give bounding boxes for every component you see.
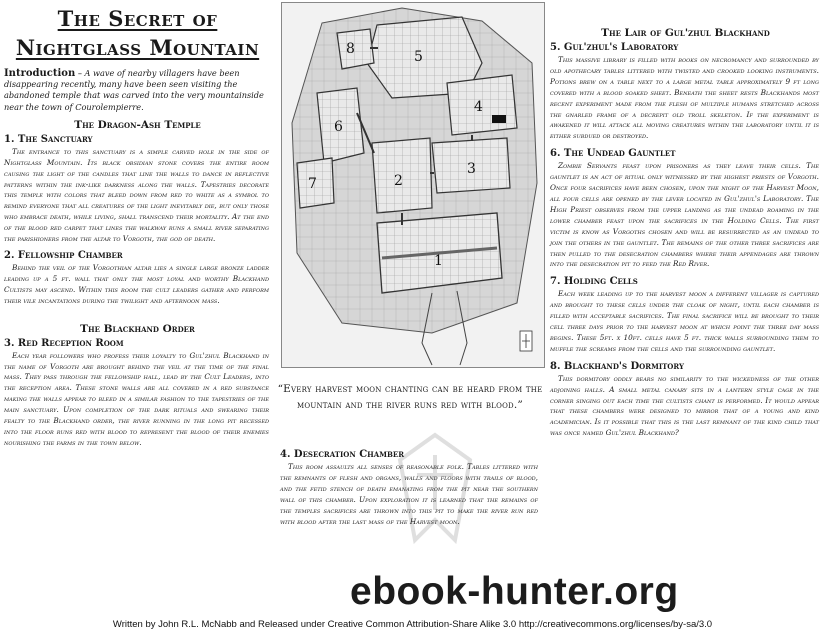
room-5-title: 5. Gul'zhul's Laboratory [550, 42, 679, 53]
room-4-title: 4. Desecration Chamber [280, 449, 405, 460]
room-2-text: Behind the veil of the Vorgothian altar lies a single large bronze ladder leading up a 5 ft. wall that only the most loyal and worthy Blackhand Cultists may ascend. Within this room the cult leaders gather and perform their vile incantations during the twilight and afternoon mass. [4, 262, 269, 305]
intro-text: – A wave of nearby villagers have been disappearing recently, many have been seen visiting the abandoned temple that was carved into the very mountainside near the town of Courolempierre. [4, 68, 264, 112]
footer-credits: Written by John R.L. McNabb and Released under Creative Common Attribution-Share Alike 3.0 http://creativecommons.org/licenses/by-sa/3.0 [112, 619, 713, 630]
map-label-1: 1 [434, 253, 443, 269]
room-1-title: 1. The Sanctuary [4, 133, 93, 145]
room-8-text: This dormitory oddly bears no similarity to the wickedness of the other adjoining halls. A small metal canary sits in a lantern style cage in the corner singing out each time the cultists chant is performed. It would appear that these chambers were designed to mirror that of a young and kind academician. Is it possible that this is the last remnant of the kind child that was once named Gul'zhul Blackhand? [550, 373, 819, 438]
dungeon-map [281, 2, 545, 368]
pull-quote: “Every harvest moon chanting can be heard from the mountain and the river runs red with blood.” [277, 383, 543, 411]
dungeon-map-drawing [282, 3, 544, 367]
room-4-text: This room assaults all senses of reasonable folk. Tables littered with the remnants of flesh and organs, walls and floors with trails of blood, and the fetid stench of death emanating from the pit near the southern wall of this chamber. Upon exploration it is learned that the remains of the temples sacrifices are thrown into this pit to make the river run red with blood after the last mass of the Harvest moon. [280, 462, 538, 526]
room-2-title: 2. Fellowship Chamber [4, 249, 123, 261]
room-3-title: 3. Red Reception Room [4, 337, 124, 349]
room-8-title: 8. Blackhand's Dormitory [550, 360, 685, 372]
right-column [546, 0, 825, 439]
title-line-2: Nightglass Mountain [15, 35, 260, 60]
middle-column-text [276, 446, 544, 527]
intro-label: Introduction [4, 68, 76, 79]
room-3-text: Each year followers who profess their loyalty to Gul'zhul Blackhand in the name of Vorgoth are brought behind the veil at the time of the final mass. They pass through the fellowship hall, lead by the Cult Leaders, into the reception area. These stone walls are all covered in a red substance making the walls appear to bleed in a similar fashion to the tapestries of the main sanctuary. Upon completion of the dark rituals and swearing their fealty to the Blackhand order, the river running in the long pit recessed into the floor runs red with blood to represent the blood of their enemies nourishing the farms in the town below. [4, 350, 269, 447]
room-5-text: This massive library is filled with books on necromancy and surrounded by old apothecary tables littered with twisted and crooked looking instruments. Potions brew on a table next to a large metal table approximately 9 ft long covered with a blood soaked sheet. Beneath the sheet rests Blackhands most recent experiment made from the flesh of multiple humans stretched across the gnarled frame of a decrepit old troll skeleton. If the experiment is awakened it will attack all moving creatures within the laboratory until it is either subdued or destroyed. [550, 55, 819, 141]
map-label-3: 3 [467, 161, 476, 177]
map-label-5: 5 [414, 49, 423, 65]
map-label-2: 2 [394, 173, 403, 189]
title-line-1: The Secret of [57, 6, 218, 31]
room-7-title: 7. Holding Cells [550, 276, 638, 288]
room-8-shape [337, 29, 374, 69]
room-1-text: The entrance to this sanctuary is a simple carved hole in the side of Nightglass Mountain. Its black obsidian stone covers the entire room causing the light of the candles that line the walls to dance in reflective patterns within the ink-like darkness along the walls. Tapestries decorate this temple with colors that bleed down from red to white as a symbol to remind everyone that all creatures of the light inevitably die, but only those who embrace death, while living, shall transcend their mortality. At the end of the blood red carpet that lines the walkway runs a small river separating the parishioners from the altar to Vorgoth, the god of death. [4, 146, 269, 244]
section-heading-lair: The Lair of Gul'zhul Blackhand [601, 27, 770, 39]
left-column [0, 0, 275, 449]
introduction [0, 68, 275, 113]
page-title [0, 4, 275, 62]
watermark-text: ebook-hunter.org [350, 570, 679, 613]
room-7-text: Each week leading up to the harvest moon a different villager is captured and brought to these cells under the cloak of night, until each chamber is filled with acceptable sacrifices. The final sacrifice will be brought to their cell three days prior to the harvest moon at which point the three day mass begins. These 5ft. x 10ft. cells have 5 ft. thick walls surrounding them to muffle the screams from the cells and the surrounding gauntlet. [550, 289, 819, 353]
map-label-8: 8 [346, 41, 355, 57]
room-6-text: Zombie Servants feast upon prisoners as they leave their cells. The gauntlet is an act of ritual only witnessed by the highest priests of Vorgoth. Once four sacrifices have been chosen, upon the night of the Harvest Moon, all four cells are opened by the lever located in Gul'zhul's Laboratory. The High Priest observes from the upper landing as the undead roaming in the lower chamber feast upon the sacrifices in the Holding Cells. The first victim is know as Vorgoths chosen and will be resurrected as an undead to join the others in the gauntlet. The remains of the other three sacrifices are then pulled to the desecration chambers where their appendages are thrown into the desecration pit to feed the Red River. [550, 161, 819, 269]
room-6-title: 6. The Undead Gauntlet [550, 148, 676, 160]
section-heading-order: The Blackhand Order [80, 322, 195, 335]
map-label-7: 7 [308, 176, 317, 192]
map-label-6: 6 [334, 119, 343, 135]
section-heading-temple: The Dragon-Ash Temple [74, 118, 201, 131]
map-label-4: 4 [474, 99, 483, 115]
